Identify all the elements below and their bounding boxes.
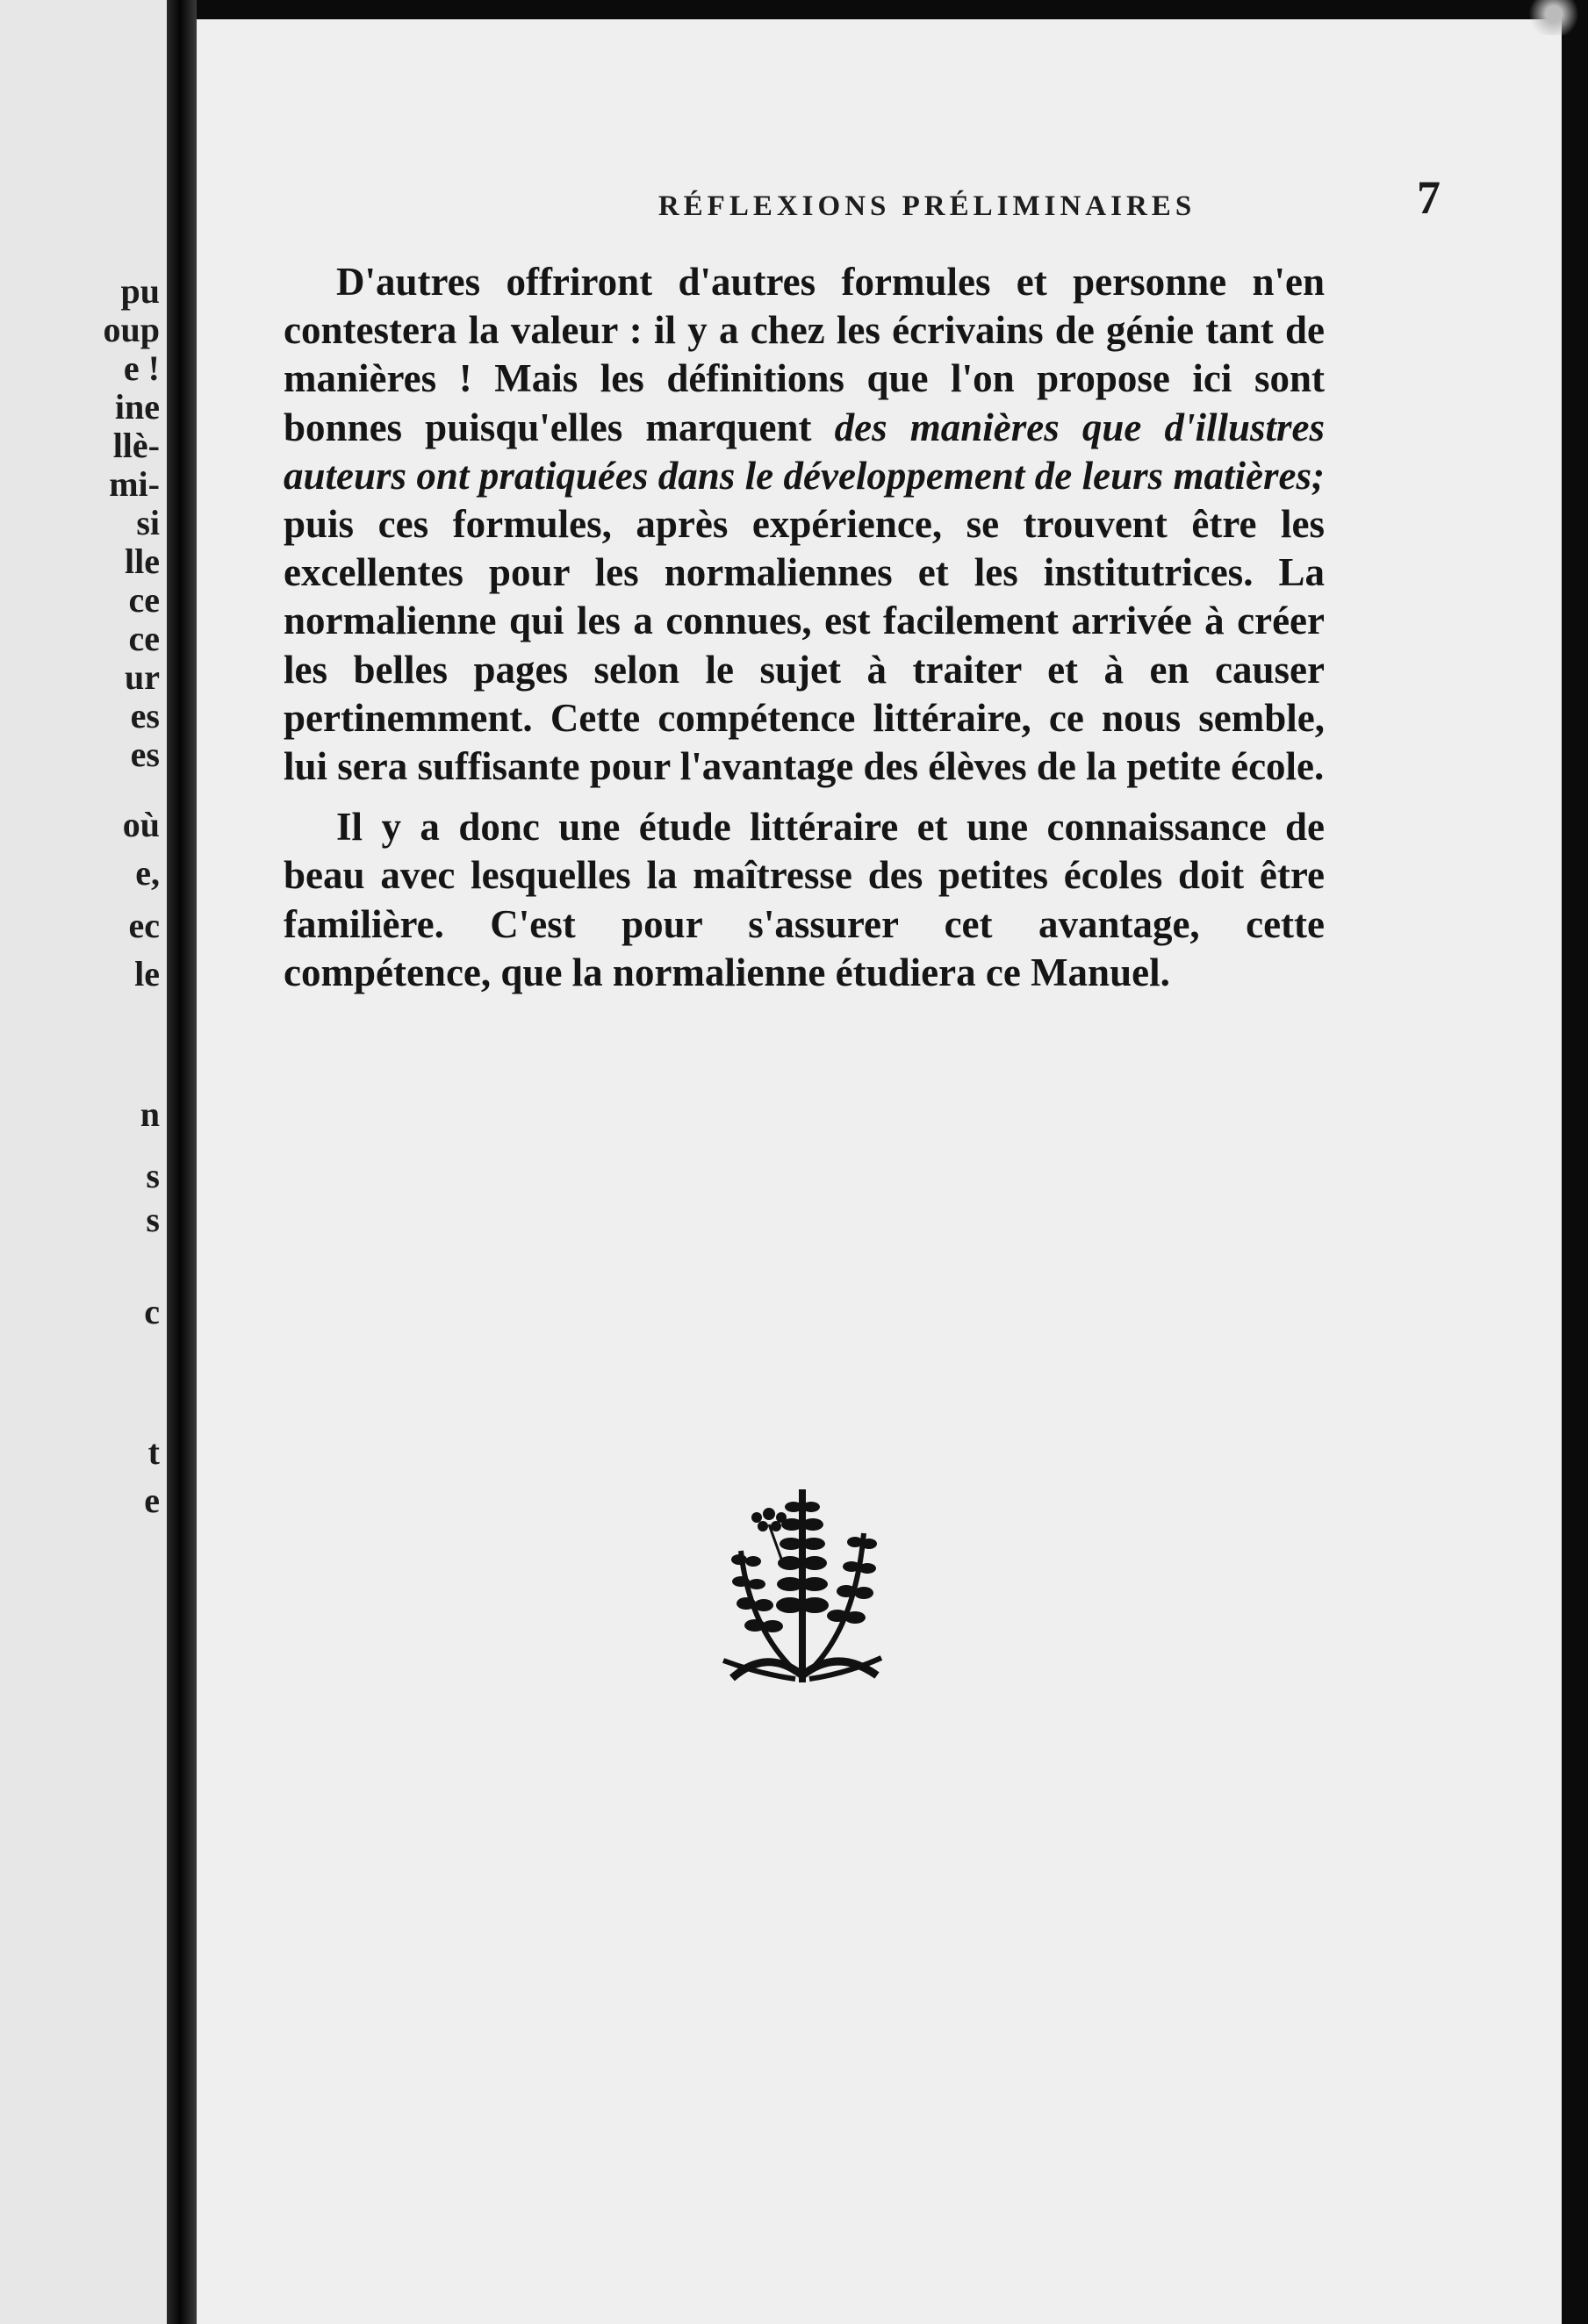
left-page-fragment: e <box>144 1481 160 1520</box>
book-gutter <box>167 0 197 2324</box>
left-page-fragment: si <box>136 503 160 542</box>
running-head: RÉFLEXIONS PRÉLIMINAIRES <box>657 190 1196 222</box>
left-page-fragment: ce <box>128 619 160 658</box>
left-page-fragment: n <box>140 1094 160 1134</box>
left-page-fragment: mi- <box>109 464 160 504</box>
left-page-fragment: t <box>147 1432 160 1472</box>
paragraph-1-lead: D'autres offriront d'autres formules et personne n'en contestera la valeur : il y a chez les écrivains de génie tant de manières ! Mais les définitions que l'on propose ici sont bonnes puisqu'elles marquent <box>284 260 1325 449</box>
left-page-fragment: ec <box>128 906 160 945</box>
fern-ornament-icon <box>715 1472 890 1700</box>
left-page-fragment: es <box>130 696 160 735</box>
paragraph-1 <box>284 258 1325 791</box>
left-page-fragment: ine <box>114 387 160 427</box>
left-page-fragment: ce <box>128 580 160 620</box>
paragraph-1-rest: puis ces formules, après expérience, se trouvent être les excellentes pour les normaliennes et les institutrices. La normalienne qui les a connues, est facilement arrivée à créer les belles pages selon le sujet à traiter et à en causer pertinemment. Cette compétence littéraire, ce nous semble, lui sera suffisante pour l'avantage des élèves de la petite école. <box>284 502 1325 789</box>
paragraph-2: Il y a donc une étude littéraire et une connaissance de beau avec lesquelles la maîtresse des petites écoles doit être familière. C'est pour s'assurer cet avantage, cette compétence, que la normalienne étudiera ce Manuel. <box>284 805 1325 994</box>
previous-page-edge <box>0 0 167 2324</box>
page-number: 7 <box>1417 171 1441 224</box>
left-page-fragment: s <box>146 1156 160 1195</box>
left-page-fragment: c <box>144 1292 160 1331</box>
left-page-fragment: le <box>134 954 160 993</box>
left-page-fragment: s <box>146 1200 160 1239</box>
body-text <box>284 258 1325 997</box>
left-page-fragment: ur <box>125 657 160 697</box>
left-page-fragment: pu <box>120 271 160 311</box>
left-page-fragment: lle <box>125 542 160 581</box>
left-page-fragment: oup <box>103 310 160 349</box>
left-page-fragment: es <box>130 735 160 774</box>
book-page <box>197 19 1562 2324</box>
left-page-fragment: e ! <box>123 348 160 388</box>
left-page-fragment: llè- <box>112 426 160 465</box>
scan-artifact <box>1474 0 1588 35</box>
left-page-fragment: où <box>122 805 160 844</box>
left-page-fragment: e, <box>135 853 160 893</box>
paragraph-1-italic: des manières que d'illustres auteurs ont pratiquées dans le développement de leurs matières; <box>284 405 1325 498</box>
